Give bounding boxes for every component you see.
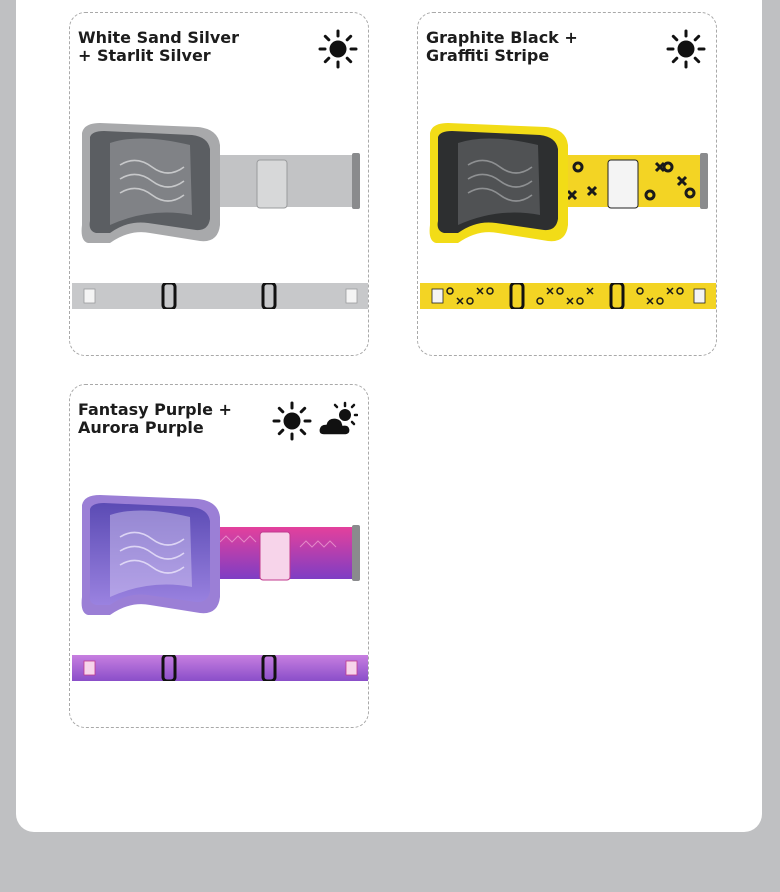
goggle-image [80,115,362,243]
sun-icon [666,29,706,69]
sun-icon [318,29,358,69]
product-title: White Sand Silver + Starlit Silver [78,28,239,65]
product-card-white-sand-silver[interactable] [69,12,369,356]
goggle-image [428,115,710,243]
weather-icons [666,29,706,69]
strap-pattern [72,283,368,309]
goggle-image [80,487,362,615]
product-title: Fantasy Purple + Aurora Purple [78,400,232,437]
strap-pattern [72,655,368,681]
strap-pattern [420,283,716,309]
product-sheet [16,0,762,832]
weather-icons [318,29,358,69]
weather-icons [272,401,358,441]
product-title: Graphite Black + Graffiti Stripe [426,28,578,65]
product-card-fantasy-purple[interactable] [69,384,369,728]
partly-cloudy-icon [318,401,358,441]
product-card-graphite-black[interactable] [417,12,717,356]
sun-icon [272,401,312,441]
